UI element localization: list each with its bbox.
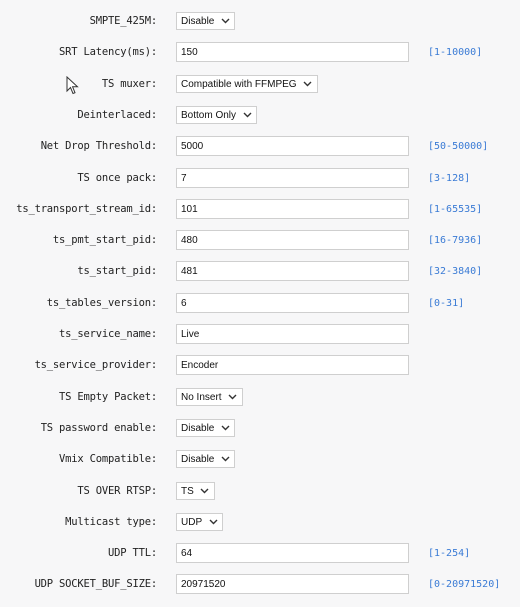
setting-label-ts-over-rtsp: TS OVER RTSP: <box>77 485 157 497</box>
setting-label-udp-ttl: UDP TTL: <box>108 547 157 559</box>
chevron-down-icon <box>228 392 238 402</box>
setting-row-ts-start-pid <box>0 261 520 281</box>
chevron-down-icon <box>220 16 230 26</box>
mouse-pointer-icon <box>66 76 80 96</box>
chevron-down-icon <box>200 486 210 496</box>
deinterlaced-select[interactable] <box>176 106 257 124</box>
ts-tables-version-input[interactable]: 6 <box>176 293 409 313</box>
ts-transport-stream-id-input[interactable]: 101 <box>176 199 409 219</box>
range-hint-ts-pmt-start-pid: [16-7936] <box>428 234 483 246</box>
ts-over-rtsp-select-value: TS <box>181 485 194 497</box>
setting-label-srt-latencyms: SRT Latency(ms): <box>59 46 157 58</box>
udp-socket-buf-size-input[interactable]: 20971520 <box>176 574 409 594</box>
ts-empty-packet-select-value: No Insert <box>181 391 222 403</box>
setting-label-udp-socket-buf-size: UDP SOCKET_BUF_SIZE: <box>34 578 157 590</box>
ts-muxer-select[interactable] <box>176 75 318 93</box>
setting-row-ts-empty-packet <box>0 387 520 407</box>
setting-label-net-drop-threshold: Net Drop Threshold: <box>40 140 157 152</box>
setting-label-ts-service-provider: ts_service_provider: <box>34 359 157 371</box>
setting-label-ts-transport-stream-id: ts_transport_stream_id: <box>16 203 157 215</box>
net-drop-threshold-input[interactable]: 5000 <box>176 136 409 156</box>
setting-label-ts-pmt-start-pid: ts_pmt_start_pid: <box>52 234 157 246</box>
setting-row-ts-transport-stream-id <box>0 199 520 219</box>
setting-label-multicast-type: Multicast type: <box>65 516 157 528</box>
range-hint-srt-latencyms: [1-10000] <box>428 46 483 58</box>
setting-row-ts-over-rtsp <box>0 481 520 501</box>
setting-row-multicast-type <box>0 512 520 532</box>
range-hint-ts-once-pack: [3-128] <box>428 172 471 184</box>
ts-pmt-start-pid-input[interactable]: 480 <box>176 230 409 250</box>
setting-row-udp-socket-buf-size <box>0 574 520 594</box>
chevron-down-icon <box>208 517 218 527</box>
smpte-425m-select-value: Disable <box>181 15 215 27</box>
chevron-down-icon <box>220 423 230 433</box>
chevron-down-icon <box>242 110 252 120</box>
range-hint-udp-socket-buf-size: [0-20971520] <box>428 578 501 590</box>
setting-row-vmix-compatible <box>0 449 520 469</box>
vmix-compatible-select-value: Disable <box>181 453 215 465</box>
setting-row-net-drop-threshold <box>0 136 520 156</box>
vmix-compatible-select[interactable] <box>176 450 235 468</box>
multicast-type-select[interactable] <box>176 513 223 531</box>
ts-service-provider-input[interactable]: Encoder <box>176 355 409 375</box>
smpte-425m-select[interactable] <box>176 12 235 30</box>
setting-row-ts-password-enable <box>0 418 520 438</box>
ts-start-pid-input[interactable]: 481 <box>176 261 409 281</box>
multicast-type-select-value: UDP <box>181 516 203 528</box>
ts-over-rtsp-select[interactable] <box>176 482 215 500</box>
range-hint-ts-transport-stream-id: [1-65535] <box>428 203 483 215</box>
ts-once-pack-input[interactable]: 7 <box>176 168 409 188</box>
ts-muxer-select-value: Compatible with FFMPEG <box>181 78 297 90</box>
setting-row-ts-service-name <box>0 324 520 344</box>
range-hint-ts-tables-version: [0-31] <box>428 297 465 309</box>
setting-row-deinterlaced <box>0 105 520 125</box>
srt-latencyms-input[interactable]: 150 <box>176 42 409 62</box>
setting-row-srt-latencyms <box>0 42 520 62</box>
ts-password-enable-select[interactable] <box>176 419 235 437</box>
ts-empty-packet-select[interactable] <box>176 388 243 406</box>
chevron-down-icon <box>303 79 313 89</box>
setting-label-ts-service-name: ts_service_name: <box>59 328 157 340</box>
setting-label-vmix-compatible: Vmix Compatible: <box>59 453 157 465</box>
setting-row-ts-tables-version <box>0 293 520 313</box>
setting-label-ts-muxer: TS muxer: <box>101 78 157 90</box>
setting-label-ts-password-enable: TS password enable: <box>40 422 157 434</box>
setting-label-ts-once-pack: TS once pack: <box>77 172 157 184</box>
ts-service-name-input[interactable]: Live <box>176 324 409 344</box>
chevron-down-icon <box>220 454 230 464</box>
range-hint-net-drop-threshold: [50-50000] <box>428 140 489 152</box>
deinterlaced-select-value: Bottom Only <box>181 109 237 121</box>
range-hint-ts-start-pid: [32-3840] <box>428 265 483 277</box>
setting-row-ts-pmt-start-pid <box>0 230 520 250</box>
setting-row-udp-ttl <box>0 543 520 563</box>
setting-label-deinterlaced: Deinterlaced: <box>77 109 157 121</box>
ts-password-enable-select-value: Disable <box>181 422 215 434</box>
setting-label-ts-tables-version: ts_tables_version: <box>46 297 157 309</box>
setting-row-smpte-425m <box>0 11 520 31</box>
setting-label-ts-start-pid: ts_start_pid: <box>77 265 157 277</box>
range-hint-udp-ttl: [1-254] <box>428 547 471 559</box>
udp-ttl-input[interactable]: 64 <box>176 543 409 563</box>
setting-label-ts-empty-packet: TS Empty Packet: <box>59 391 157 403</box>
setting-label-smpte-425m: SMPTE_425M: <box>89 15 157 27</box>
setting-row-ts-service-provider <box>0 355 520 375</box>
setting-row-ts-once-pack <box>0 168 520 188</box>
